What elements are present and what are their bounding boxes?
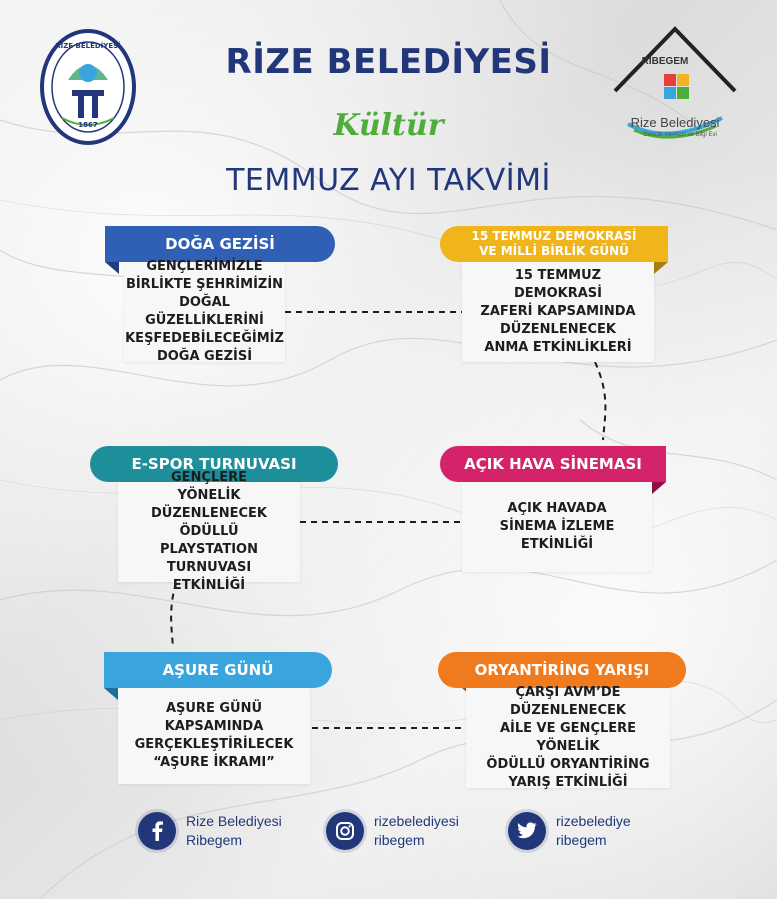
event-title-acik-hava-sinemasi [440,446,666,482]
event-card-oryantiring [466,685,670,790]
social-twitter-line1: rizebelediye [556,813,631,829]
social-instagram-line2: ribegem [374,832,425,848]
event-title-text: AÇIK HAVA SİNEMASI [464,455,642,473]
event-title-text: E-SPOR TURNUVASI [131,455,297,473]
event-card-e-spor [118,470,300,593]
ribbon-fold [105,262,119,274]
logo-left-year: 1867 [78,121,98,129]
page-title: RİZE BELEDİYESİ [225,42,552,82]
page-subtitle: TEMMUZ AYI TAKVİMİ [226,163,551,198]
social-facebook-line1: Rize Belediyesi [186,813,282,829]
event-body-text: AŞURE GÜNÜ KAPSAMINDA GERÇEKLEŞTİRİLECEK “AŞURE İKRAMI” [134,701,294,770]
ribbon-fold [654,262,668,274]
event-card-doga-gezisi [124,259,285,364]
social-instagram-line1: rizebelediyesi [374,813,459,829]
event-title-text: ORYANTİRİNG YARIŞI [474,661,650,679]
facebook-icon [138,812,176,850]
event-title-text: 15 TEMMUZ DEMOKRASİ VE MİLLİ BİRLİK GÜNÜ [471,229,637,258]
logo-left-text: RİZE BELEDİYESİ [55,42,121,50]
event-title-asure-gunu [104,652,332,688]
social-twitter[interactable] [508,812,631,850]
social-twitter-line2: ribegem [556,832,607,848]
event-body-text: ÇARŞI AVM’DE DÜZENLENECEK AİLE VE GENÇLERE YÖNELİK ÖDÜLLÜ ORYANTİRİNG YARIŞ ETKİNLİĞİ [486,685,650,790]
event-title-doga-gezisi [105,226,335,262]
social-facebook-line2: Ribegem [186,832,243,848]
event-card-asure-gunu [118,688,310,784]
ribbon-fold [652,482,666,494]
event-title-oryantiring [438,652,686,688]
ribegem-logo-label: RİBEGEM [641,56,689,67]
event-body-text: AÇIK HAVADA SİNEMA İZLEME ETKİNLİĞİ [499,501,615,552]
event-body-text: 15 TEMMUZ DEMOKRASİ ZAFERİ KAPSAMINDA DÜZENLENECEK ANMA ETKİNLİKLERİ [480,268,636,355]
event-title-text: DOĞA GEZİSİ [165,235,275,253]
social-instagram[interactable] [326,812,459,850]
twitter-icon [508,812,546,850]
event-body-text: GENÇLERİMİZLE BİRLİKTE ŞEHRİMİZİN DOĞAL GÜZELLİKLERİNİ KEŞFEDEBİLECEĞİMİZ DOĞA GEZİSİ [125,259,284,364]
event-card-15-temmuz [462,262,654,362]
event-title-15-temmuz [440,226,668,262]
event-title-text: AŞURE GÜNÜ [162,661,274,679]
social-facebook[interactable] [138,812,282,850]
event-body-text: GENÇLERE YÖNELİK DÜZENLENECEK ÖDÜLLÜ PLAYSTATION TURNUVASI ETKİNLİĞİ [151,470,267,593]
ribegem-logo-sub: Gençlik Merkezi ve Bilgi Evi [643,132,717,138]
event-card-acik-hava-sinemasi [462,482,652,572]
page-script-title: Kültür [333,108,444,143]
ribbon-fold [104,688,118,700]
instagram-icon [326,812,364,850]
ribegem-logo-name: Rize Belediyesi [630,115,720,130]
